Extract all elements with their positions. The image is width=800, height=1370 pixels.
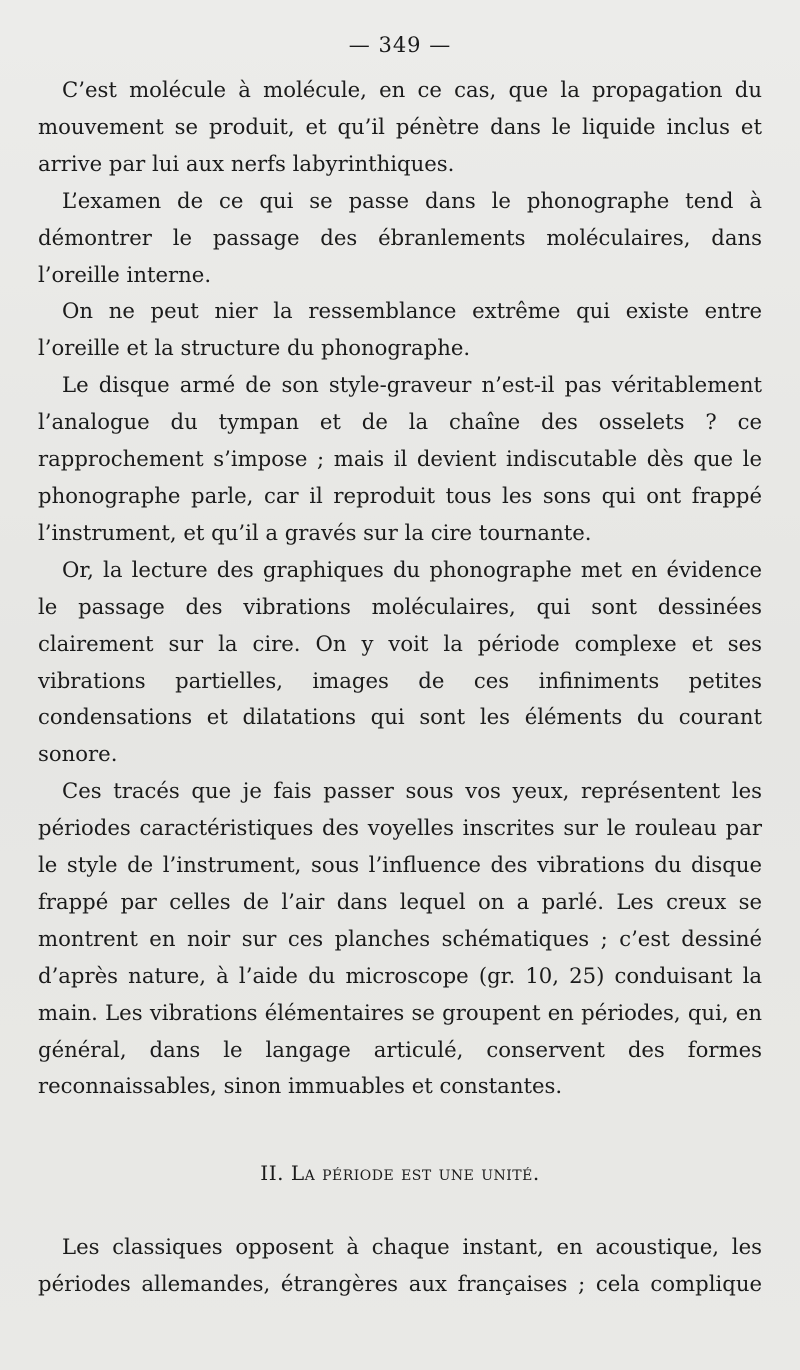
paragraph-2: L’examen de ce qui se passe dans le phonographe tend à démontrer le passage des ébranlements moléculaires, dans l’oreille interne. xyxy=(38,187,762,287)
paragraph-6: Ces tracés que je fais passer sous vos yeux, représentent les périodes caractéristiques des voyelles inscrites sur le rouleau par le style de l’instrument, sous l’influence des vibrations du disque frappé par celles de l’air dans lequel on a parlé. Les creux se montrent en noir sur ces planches schématiques ; c’est dessiné d’après nature, à l’aide du microscope (gr. 10, 25) conduisant la main. Les vibrations élémentaires se groupent en périodes, qui, en général, dans le langage articulé, conservent des formes reconnaissables, sinon immuables et constantes. xyxy=(38,778,762,1099)
paragraph-3: On ne peut nier la ressemblance extrême qui existe entre l’oreille et la structure du phonographe. xyxy=(38,298,762,361)
paragraph-1: C’est molécule à molécule, en ce cas, que la propagation du mouvement se produit, et qu’il pénètre dans le liquide inclus et arrive par lui aux nerfs labyrinthiques. xyxy=(38,77,762,176)
paragraph-7: Les classiques opposent à chaque instant, en acoustique, les périodes allemandes, étrangères aux françaises ; cela complique xyxy=(38,1234,762,1297)
paragraph-5: Or, la lecture des graphiques du phonographe met en évidence le passage des vibrations moléculaires, qui sont dessinées clairement sur la cire. On y voit la période complexe et ses vibrations partielles, images de ces infiniments petites condensations et dilatations qui sont les éléments du courant sonore. xyxy=(38,556,762,767)
section-title: La période est une unité. xyxy=(290,1161,540,1186)
page-number: — 349 — xyxy=(348,33,452,57)
section-number: II. xyxy=(260,1161,284,1186)
paragraph-4: Le disque armé de son style-graveur n’est-il pas véritablement l’analogue du tympan et de la chaîne des osselets ? ce rapprochement s’impose ; mais il devient indiscutable dès que le phonographe parle, car il reproduit tous les sons qui ont frappé l’instrument, et qu’il a gravés sur la cire tournante. xyxy=(38,372,762,545)
section-heading xyxy=(38,1155,762,1191)
